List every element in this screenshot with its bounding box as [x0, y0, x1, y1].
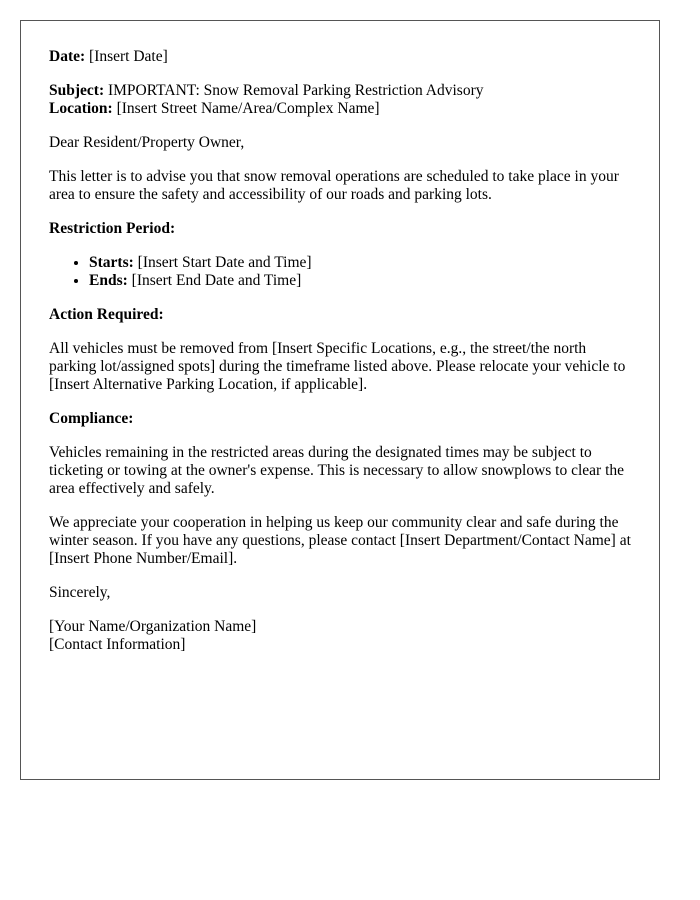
- location-value: [Insert Street Name/Area/Complex Name]: [112, 100, 380, 117]
- action-paragraph: All vehicles must be removed from [Insert Specific Locations, e.g., the street/the north parking lot/assigned spots] during the timeframe listed above. Please relocate your vehicle to [Insert Alternative Parking Location, if applicable].: [49, 340, 626, 393]
- signature-contact: [Contact Information]: [49, 636, 186, 653]
- location-line: [49, 100, 631, 118]
- sign-off: Sincerely,: [49, 584, 111, 601]
- date-label: Date:: [49, 48, 86, 65]
- restriction-period-list: [49, 254, 631, 290]
- intro-paragraph: This letter is to advise you that snow removal operations are scheduled to take place in your area to ensure the safety and accessibility of our roads and parking lots.: [49, 168, 619, 203]
- action-heading: Action Required:: [49, 306, 164, 323]
- letter-page: [20, 20, 660, 780]
- compliance-paragraph: Vehicles remaining in the restricted areas during the designated times may be subject to ticketing or towing at the owner's expense. This is necessary to allow snowplows to clear the area effectively and safely.: [49, 444, 625, 497]
- starts-label: Starts:: [89, 254, 134, 271]
- signature-block: [49, 618, 631, 654]
- date-line: [49, 48, 631, 66]
- date-value: [Insert Date]: [85, 48, 168, 65]
- starts-item: [89, 254, 631, 272]
- starts-value: [Insert Start Date and Time]: [133, 254, 312, 271]
- closing-paragraph: We appreciate your cooperation in helping us keep our community clear and safe during the winter season. If you have any questions, please contact [Insert Department/Contact Name] at [Insert Phone Number/Email].: [49, 514, 631, 567]
- location-label: Location:: [49, 100, 113, 117]
- greeting: Dear Resident/Property Owner,: [49, 134, 245, 151]
- subject-line: [49, 82, 631, 100]
- ends-label: Ends:: [89, 272, 128, 289]
- subject-value: IMPORTANT: Snow Removal Parking Restriction Advisory: [104, 82, 484, 99]
- subject-block: [49, 82, 631, 118]
- compliance-heading: Compliance:: [49, 410, 134, 427]
- signature-name: [Your Name/Organization Name]: [49, 618, 257, 635]
- ends-value: [Insert End Date and Time]: [127, 272, 302, 289]
- ends-item: [89, 272, 631, 290]
- subject-label: Subject:: [49, 82, 105, 99]
- restriction-heading: Restriction Period:: [49, 220, 176, 237]
